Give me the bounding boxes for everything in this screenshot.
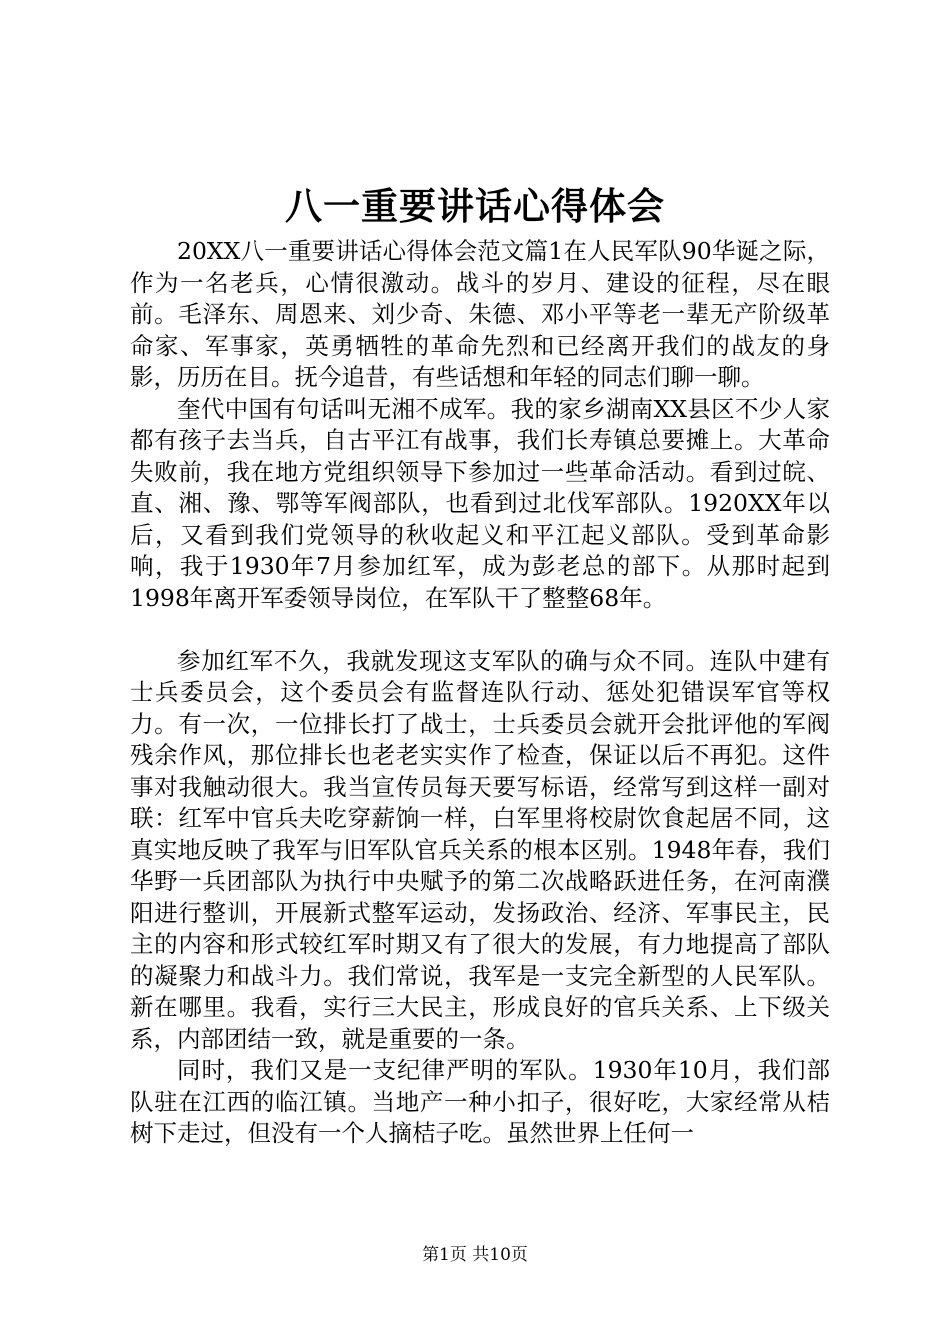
page-number-footer: 第1页 共10页 xyxy=(422,1245,528,1265)
document-title: 八一重要讲话心得体会 xyxy=(285,185,665,228)
paragraph-2: 奎代中国有句话叫无湘不成军。我的家乡湖南XX县区不少人家都有孩子去当兵，自古平江有战事，我们长寿镇总要摊上。大革命失败前，我在地方党组织领导下参加过一些革命活动。看到过皖、直、湘、豫、鄂等军阀部队，也看到过北伐军部队。1920XX年以后，又看到我们党领导的秋收起义和平江起义部队。受到革命影响，我于1930年7月参加红军，成为彭老总的部下。从那时起到1998年离开军委领导岗位，在军队干了整整68年。 xyxy=(130,394,830,612)
paragraph-3: 参加红军不久，我就发现这支军队的确与众不同。连队中建有士兵委员会，这个委员会有监督连队行动、惩处犯错误军官等权力。有一次，一位排长打了战士，士兵委员会就开会批评他的军阀残余作风，那位排长也老老实实作了检查，保证以后不再犯。这件事对我触动很大。我当宣传员每天要写标语，经常写到这样一副对联：红军中官兵夫吃穿薪饷一样，白军里将校尉饮食起居不同，这真实地反映了我军与旧军队官兵关系的根本区别。1948年春，我们华野一兵团部队为执行中央赋予的第二次战略跃进任务，在河南濮阳进行整训，开展新式整军运动，发扬政治、经济、军事民主，民主的内容和形式较红军时期又有了很大的发展，有力地提高了部队的凝聚力和战斗力。我们常说，我军是一支完全新型的人民军队。新在哪里。我看，实行三大民主，形成良好的官兵关系、上下级关系，内部团结一致，就是重要的一条。 xyxy=(130,646,830,1053)
paragraph-4: 同时，我们又是一支纪律严明的军队。1930年10月，我们部队驻在江西的临江镇。当地产一种小扣子，很好吃，大家经常从桔树下走过，但没有一个人摘桔子吃。虽然世界上任何一 xyxy=(130,1056,830,1147)
document-body xyxy=(130,236,830,1150)
paragraph-1: 20XX八一重要讲话心得体会范文篇1在人民军队90华诞之际，作为一名老兵，心情很激动。战斗的岁月、建设的征程，尽在眼前。毛泽东、周恩来、刘少奇、朱德、邓小平等老一辈无产阶级革命家、军事家，英勇牺牲的革命先烈和已经离开我们的战友的身影，历历在目。抚今追昔，有些话想和年轻的同志们聊一聊。 xyxy=(130,237,830,391)
